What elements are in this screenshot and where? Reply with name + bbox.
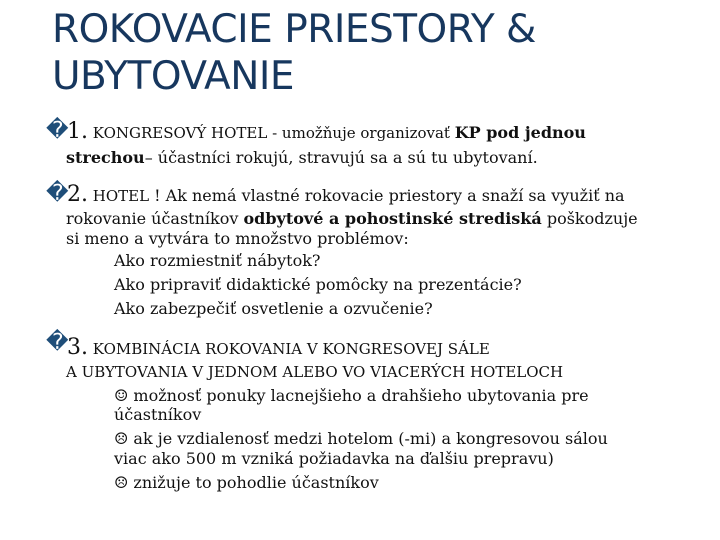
item3-pro-line2: účastníkov — [114, 405, 202, 424]
item1-bold: KP pod jednou — [454, 123, 586, 142]
item1-text-2: – účastníci rokujú, stravujú sa a sú tu ubytovaní. — [144, 148, 538, 167]
item3-con-line2: viac ako 500 m vzniká požiadavka na ďalšiu prepravu) — [114, 449, 554, 468]
title-line-2: UBYTOVANIE — [52, 54, 295, 99]
item2-question-2: Ako pripraviť didaktické pomôcky na prezentácie? — [114, 275, 522, 294]
item2-line2 — [66, 209, 638, 229]
title-line-1: ROKOVACIE PRIESTORY & — [52, 7, 536, 52]
slide-title — [52, 6, 692, 100]
smiley-icon: ☺ — [114, 386, 129, 405]
item2-text-3: poškodzuje — [541, 209, 638, 228]
item3-pro-text: možnosť ponuky lacnejšieho a drahšieho ubytovania pre — [128, 386, 589, 405]
item2-question-3: Ako zabezpečiť osvetlenie a ozvučenie? — [114, 299, 433, 318]
item1-bold-2: strechou — [66, 148, 145, 167]
item2-text: ! Ak nemá vlastné rokovacie priestory a snaží sa využiť na — [149, 186, 625, 205]
frown-icon: ☹ — [114, 429, 129, 448]
item3-con-line — [114, 429, 608, 449]
bullet-icon: � — [46, 330, 69, 355]
item2-number: 2. — [67, 182, 88, 207]
item3-text: KOMBINÁCIA ROKOVANIA V KONGRESOVEJ SÁLE — [88, 340, 490, 358]
item3-con2-line — [114, 473, 379, 493]
item2-bold: odbytové a pohostinské strediská — [243, 209, 542, 228]
item2-line3: si meno a vytvára to množstvo problémov: — [66, 229, 409, 248]
bullet-icon: � — [46, 181, 69, 206]
item3-con2-text: znižuje to pohodlie účastníkov — [128, 473, 379, 492]
item1-number: 1. — [67, 119, 88, 144]
item3-line1 — [67, 335, 490, 360]
item3-con-text: ak je vzdialenosť medzi hotelom (-mi) a kongresovou sálou — [128, 429, 608, 448]
item3-pro-line — [114, 386, 589, 406]
item2-line1 — [67, 182, 625, 207]
item3-line2: A UBYTOVANIA V JEDNOM ALEBO VO VIACERÝCH HOTELOCH — [66, 363, 564, 381]
item3-number: 3. — [67, 335, 88, 360]
item1-line1 — [67, 119, 586, 144]
bullet-icon: � — [46, 118, 69, 143]
item2-question-1: Ako rozmiestniť nábytok? — [114, 251, 321, 270]
frown-icon: ☹ — [114, 473, 129, 492]
item2-text-2: rokovanie účastníkov — [66, 209, 244, 228]
item1-line2 — [66, 148, 538, 168]
item2-hotel: HOTEL — [88, 187, 150, 205]
item1-text: KONGRESOVÝ HOTEL - umožňuje organizovať — [88, 124, 455, 142]
